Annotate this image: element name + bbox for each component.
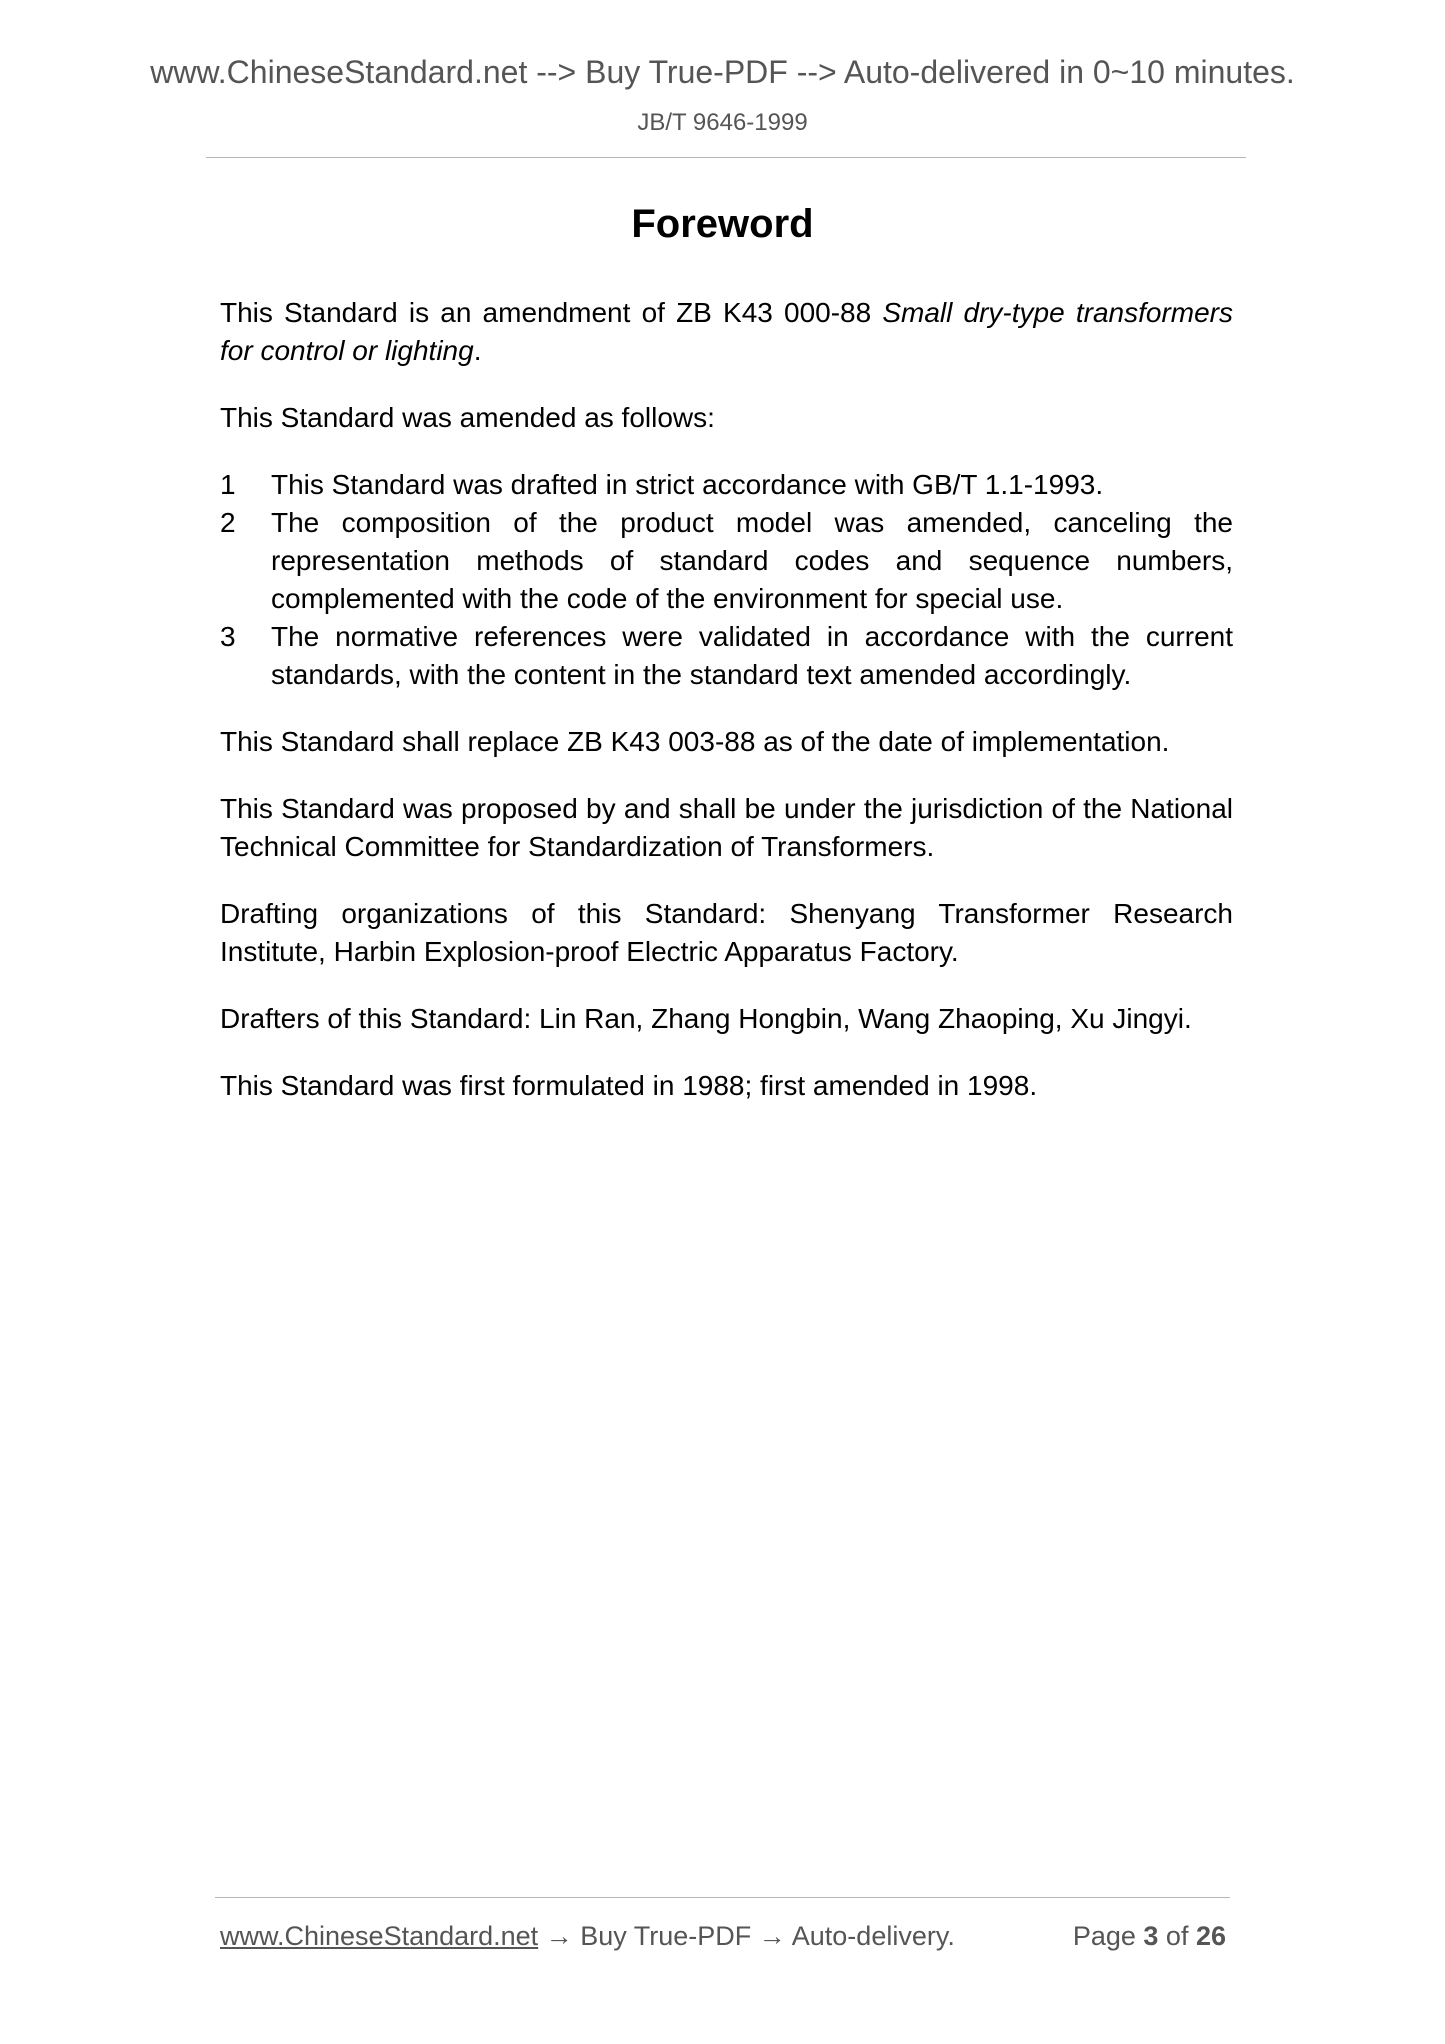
history-paragraph: This Standard was first formulated in 1988; first amended in 1998. bbox=[220, 1070, 1038, 1101]
list-item-number: 3 bbox=[220, 621, 236, 652]
page-title: Foreword bbox=[631, 202, 814, 246]
page-of-label: of bbox=[1158, 1921, 1196, 1951]
footer-links bbox=[220, 1920, 955, 1952]
website-link[interactable]: www.ChineseStandard.net bbox=[220, 1921, 539, 1951]
referenced-standard-title: Small dry-type transformers for control or lighting bbox=[220, 297, 1233, 366]
list-item bbox=[220, 618, 1233, 694]
list-item-text: This Standard was drafted in strict accordance with GB/T 1.1-1993. bbox=[271, 469, 1104, 500]
amendment-list bbox=[220, 466, 1233, 694]
foreword-body bbox=[220, 294, 1233, 1134]
top-banner: www.ChineseStandard.net --> Buy True-PDF --> Auto-delivered in 0~10 minutes. bbox=[150, 54, 1295, 90]
total-pages: 26 bbox=[1195, 1921, 1226, 1951]
list-item bbox=[220, 466, 1233, 504]
footer-divider bbox=[215, 1897, 1230, 1898]
current-page: 3 bbox=[1143, 1921, 1159, 1951]
jurisdiction-paragraph: This Standard was proposed by and shall be under the jurisdiction of the National Technical Committee for Standardization of Transformers. bbox=[220, 793, 1233, 862]
auto-delivery-text: Auto-delivery. bbox=[791, 1921, 955, 1951]
drafting-organizations-paragraph: Drafting organizations of this Standard: Shenyang Transformer Research Institute, Harbin Explosion-proof Electric Apparatus Factory. bbox=[220, 898, 1233, 967]
list-item-text: The normative references were validated in accordance with the current standards, with the content in the standard text amended accordingly. bbox=[271, 621, 1233, 690]
document-code: JB/T 9646-1999 bbox=[637, 109, 808, 136]
amended-intro: This Standard was amended as follows: bbox=[220, 402, 715, 433]
intro-prefix: This Standard is an amendment of ZB K43 000-88 bbox=[220, 297, 883, 328]
header-divider bbox=[206, 157, 1246, 158]
buy-pdf-text: Buy True-PDF bbox=[580, 1921, 752, 1951]
list-item bbox=[220, 504, 1233, 618]
arrow-icon: → bbox=[751, 1921, 792, 1951]
intro-suffix: . bbox=[473, 335, 482, 366]
page-number bbox=[1073, 1920, 1226, 1952]
intro-paragraph bbox=[220, 294, 1233, 370]
replacement-paragraph: This Standard shall replace ZB K43 003-88 as of the date of implementation. bbox=[220, 726, 1170, 757]
page-label: Page bbox=[1072, 1921, 1144, 1951]
drafters-paragraph: Drafters of this Standard: Lin Ran, Zhang Hongbin, Wang Zhaoping, Xu Jingyi. bbox=[220, 1003, 1192, 1034]
list-item-text: The composition of the product model was amended, canceling the representation methods of standard codes and sequence numbers, complemented with the code of the environment for special use. bbox=[271, 507, 1233, 614]
list-item-number: 2 bbox=[220, 507, 236, 538]
arrow-icon: → bbox=[538, 1921, 581, 1951]
list-item-number: 1 bbox=[220, 469, 236, 500]
